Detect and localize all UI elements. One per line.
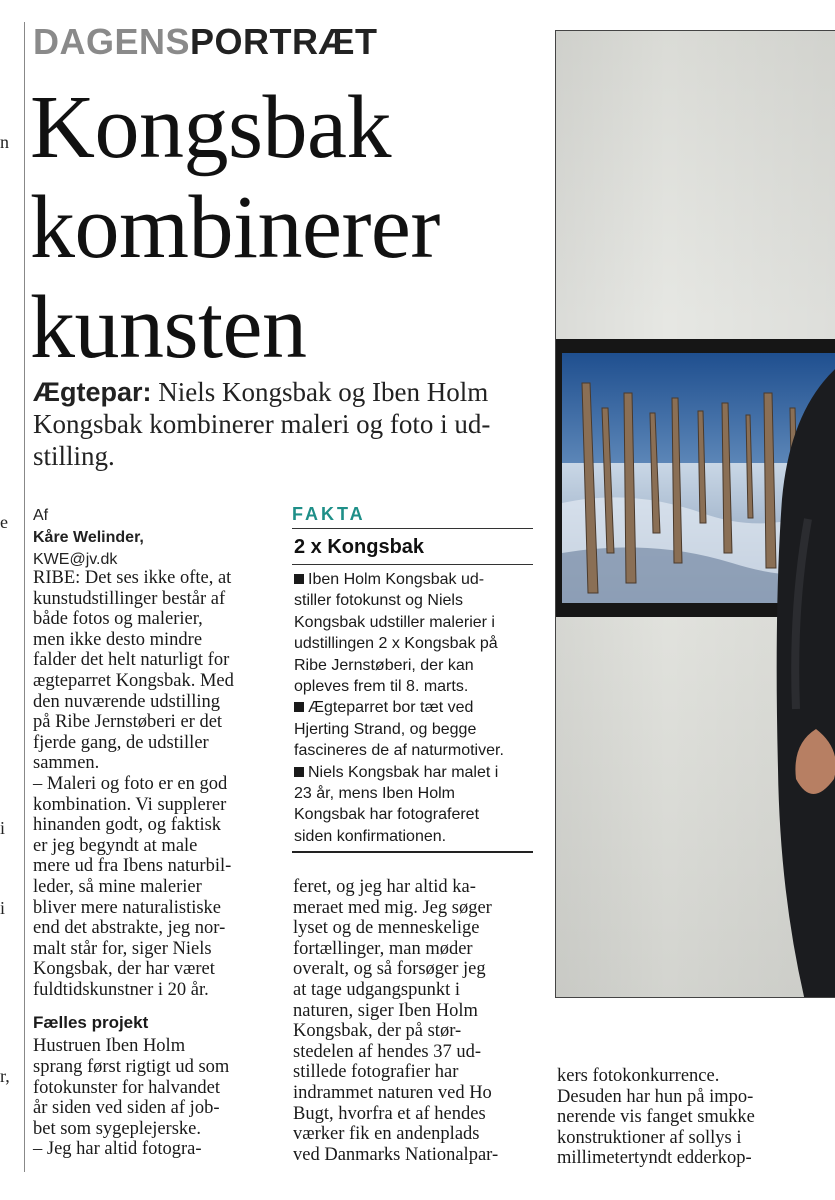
headline-line: kombinerer: [30, 178, 440, 277]
body-text-line-text: indrammet naturen ved Ho: [293, 1082, 492, 1103]
headline-line: Kongsbak: [30, 78, 391, 177]
body-text-line: [33, 774, 273, 795]
fact-line: [294, 676, 533, 697]
body-text-line-text: konstruktioner af sollys i: [557, 1127, 742, 1148]
byline-prefix: Af: [33, 507, 49, 524]
deck-text: Niels Kongsbak og Iben Holm: [151, 377, 489, 407]
body-text-line-text: at tage udgangspunkt i: [293, 979, 460, 1000]
fact-line-text: opleves frem til 8. marts.: [294, 678, 469, 696]
fact-box-body: [292, 565, 533, 853]
body-text-line-text: ægteparret Kongsbak. Med: [33, 670, 234, 691]
column-divider: [24, 22, 25, 1172]
fact-line: [294, 697, 533, 718]
body-text-line-text: kers fotokonkurrence.: [557, 1066, 720, 1086]
body-text-line-text: meraet med mig. Jeg søger: [293, 897, 492, 918]
headline-line: kunsten: [30, 278, 307, 377]
byline: [33, 505, 144, 571]
cut-off-text-fragment: n: [0, 132, 9, 152]
body-text-line: [33, 1139, 273, 1160]
fact-line-text: 23 år, mens Iben Holm: [294, 785, 455, 803]
body-text-line: [33, 692, 273, 713]
cut-off-text-fragment: i: [0, 818, 6, 838]
body-text-line: [33, 1119, 273, 1140]
fact-line-text: udstillingen 2 x Kongsbak på: [294, 635, 498, 653]
body-text-line-text: mere ud fra Ibens naturbil-: [33, 856, 232, 877]
fact-line-text: Ægteparret bor tæt ved: [308, 699, 474, 717]
deck-line: stilling.: [33, 441, 115, 471]
body-text-line: [33, 898, 273, 919]
kicker-part-2: PORTRÆT: [190, 21, 378, 62]
body-text-line: [33, 650, 273, 671]
deck-label: Ægtepar:: [33, 377, 152, 407]
byline-author-line: [33, 505, 144, 549]
body-text-line-text: den nuværende udstilling: [33, 691, 221, 712]
article-deck: [33, 376, 533, 472]
portrait-photo: [555, 30, 835, 998]
body-text-line: [33, 939, 273, 960]
body-text-line-text: – Maleri og foto er en god: [33, 773, 228, 794]
body-text-line: [293, 1083, 533, 1104]
body-text-line-text: falder det helt naturligt for: [33, 650, 230, 671]
fact-line: [294, 655, 533, 676]
fact-line: [294, 783, 533, 804]
body-text-line: [293, 877, 533, 898]
body-text-line-text: naturen, siger Iben Holm: [293, 1000, 478, 1021]
body-text-line: [293, 1062, 533, 1083]
body-text-line: [33, 918, 273, 939]
body-text-line-text: overalt, og så forsøger jeg: [293, 959, 486, 980]
body-text-line-text: nerende vis fanget smukke: [557, 1107, 755, 1128]
fact-box-heading: 2 x Kongsbak: [292, 529, 533, 565]
fact-line-text: Niels Kongsbak har malet i: [308, 763, 499, 781]
body-text-line: [33, 1078, 273, 1099]
body-text-line-text: stedelen af hendes 37 ud-: [293, 1041, 482, 1062]
body-text-line: [293, 980, 533, 1001]
fact-line: [294, 826, 533, 847]
body-text-line: [33, 630, 273, 651]
body-text-line-text: kunstudstillinger består af: [33, 588, 226, 609]
body-text-line-text: – Jeg har altid fotogra-: [33, 1139, 202, 1160]
body-text-line: [293, 918, 533, 939]
bullet-square-icon: [294, 702, 304, 712]
fact-line-text: siden konfirmationen.: [294, 827, 447, 845]
body-text-line-text: på Ribe Jernstøberi er det: [33, 712, 223, 733]
body-text-line-text: stillede fotografier har: [293, 1062, 459, 1083]
body-text-line: [33, 712, 273, 733]
body-text-line-text: værker fik en andenplads: [293, 1124, 480, 1145]
body-text-line: [33, 733, 273, 754]
body-text-line: [33, 877, 273, 898]
fact-box-title: FAKTA: [292, 503, 533, 529]
body-text-line: [293, 939, 533, 960]
column-paragraphs: [33, 568, 273, 1000]
fact-line-text: Kongsbak udstiller malerier i: [294, 613, 495, 631]
body-text-line-text: millimetertyndt edderkop-: [557, 1148, 752, 1169]
byline-author: Kåre Welinder,: [33, 529, 144, 546]
bullet-square-icon: [294, 574, 304, 584]
fact-line: [294, 569, 533, 590]
body-text-line: [33, 836, 273, 857]
body-text-line-text: Desuden har hun på impo-: [557, 1086, 754, 1107]
body-text-line: [33, 856, 273, 877]
fact-line-text: Hjerting Strand, og begge: [294, 720, 477, 738]
fact-line-text: fascineres de af naturmotiver.: [294, 742, 504, 760]
fact-line: [294, 804, 533, 825]
body-text-line-text: fortællinger, man møder: [293, 938, 473, 959]
fact-line: [294, 633, 533, 654]
body-text-line: [33, 671, 273, 692]
body-text-line: [33, 1036, 273, 1057]
fact-line: [294, 740, 533, 761]
body-text-line-text: Bugt, hvorfra et af hendes: [293, 1103, 486, 1124]
body-text-line: [293, 1042, 533, 1063]
body-text-line-text: Kongsbak, der har været: [33, 959, 215, 980]
person-figure: [752, 349, 835, 998]
body-text-line: [33, 609, 273, 630]
deck-line: Kongsbak kombinerer maleri og foto i ud-: [33, 409, 491, 439]
byline-email: KWE@jv.dk: [33, 551, 118, 568]
body-text-line: [557, 1107, 797, 1128]
body-text-line-text: men ikke desto mindre: [33, 629, 203, 650]
fact-line-text: stiller fotokunst og Niels: [294, 592, 463, 610]
subheading: Fælles projekt: [33, 1013, 149, 1033]
fact-line-text: Ribe Jernstøberi, der kan: [294, 656, 474, 674]
body-text-line-text: ved Danmarks Nationalpar-: [293, 1144, 499, 1165]
body-text-line: [557, 1066, 797, 1087]
bullet-square-icon: [294, 767, 304, 777]
body-text-line: [293, 1104, 533, 1125]
cut-off-text-fragment: e: [0, 512, 8, 532]
body-text-line: [33, 980, 273, 1001]
body-text-line-text: lyset og de menneskelige: [293, 918, 480, 939]
body-text-line-text: fuldtidskunstner i 20 år.: [33, 979, 209, 1000]
section-kicker: [33, 22, 378, 62]
body-text-line: [293, 1021, 533, 1042]
body-text-line: [33, 1098, 273, 1119]
body-text-line-text: RIBE: Det ses ikke ofte, at: [33, 568, 232, 588]
body-text-line-text: bet som sygeplejerske.: [33, 1118, 201, 1139]
body-text-line-text: fotokunster for halvandet: [33, 1077, 220, 1098]
deck-line: [33, 376, 533, 408]
column-paragraphs: [33, 1036, 273, 1160]
body-text-line: [293, 959, 533, 980]
body-text-line-text: sammen.: [33, 753, 100, 774]
fact-line: [294, 612, 533, 633]
fact-box: [292, 503, 533, 853]
body-text-line-text: malt står for, siger Niels: [33, 938, 212, 959]
body-text-line-text: fjerde gang, de udstiller: [33, 732, 209, 753]
body-text-line: [33, 1057, 273, 1078]
cut-off-text-fragment: i: [0, 898, 6, 918]
body-text-line: [557, 1148, 797, 1169]
cut-off-text-fragment: r,: [0, 1066, 10, 1086]
body-text-line-text: er jeg begyndt at male: [33, 835, 198, 856]
body-text-line-text: end det abstrakte, jeg nor-: [33, 918, 226, 939]
body-text-line-text: hinanden godt, og faktisk: [33, 815, 222, 836]
article-column-2: [293, 877, 533, 1165]
body-text-line: [33, 568, 273, 589]
body-text-line: [33, 589, 273, 610]
fact-line-text: Iben Holm Kongsbak ud-: [308, 571, 485, 588]
body-text-line-text: kombination. Vi supplerer: [33, 794, 227, 815]
body-text-line: [293, 1124, 533, 1145]
body-text-line: [33, 795, 273, 816]
body-text-line-text: bliver mere naturalistiske: [33, 897, 222, 918]
body-text-line: [33, 959, 273, 980]
body-text-line: [293, 1001, 533, 1022]
fact-line: [294, 590, 533, 611]
body-text-line: [293, 898, 533, 919]
body-text-line-text: Kongsbak, der på stør-: [293, 1021, 462, 1042]
fact-line: [294, 719, 533, 740]
body-text-line: [557, 1128, 797, 1149]
body-text-line-text: både fotos og malerier,: [33, 609, 203, 630]
article-column-1: [33, 568, 273, 1160]
body-text-line: [33, 753, 273, 774]
article-column-3: [557, 1066, 797, 1169]
kicker-part-1: DAGENS: [33, 21, 191, 62]
body-text-line: [293, 1145, 533, 1166]
fact-line-text: Kongsbak har fotograferet: [294, 806, 480, 824]
body-text-line-text: Hustruen Iben Holm: [33, 1036, 186, 1057]
body-text-line-text: sprang først rigtigt ud som: [33, 1057, 230, 1078]
body-text-line: [33, 815, 273, 836]
body-text-line-text: leder, så mine malerier: [33, 876, 202, 897]
body-text-line-text: feret, og jeg har altid ka-: [293, 877, 476, 897]
body-text-line: [557, 1087, 797, 1108]
fact-line: [294, 762, 533, 783]
article-headline: [30, 78, 530, 378]
body-text-line-text: år siden ved siden af job-: [33, 1098, 220, 1119]
